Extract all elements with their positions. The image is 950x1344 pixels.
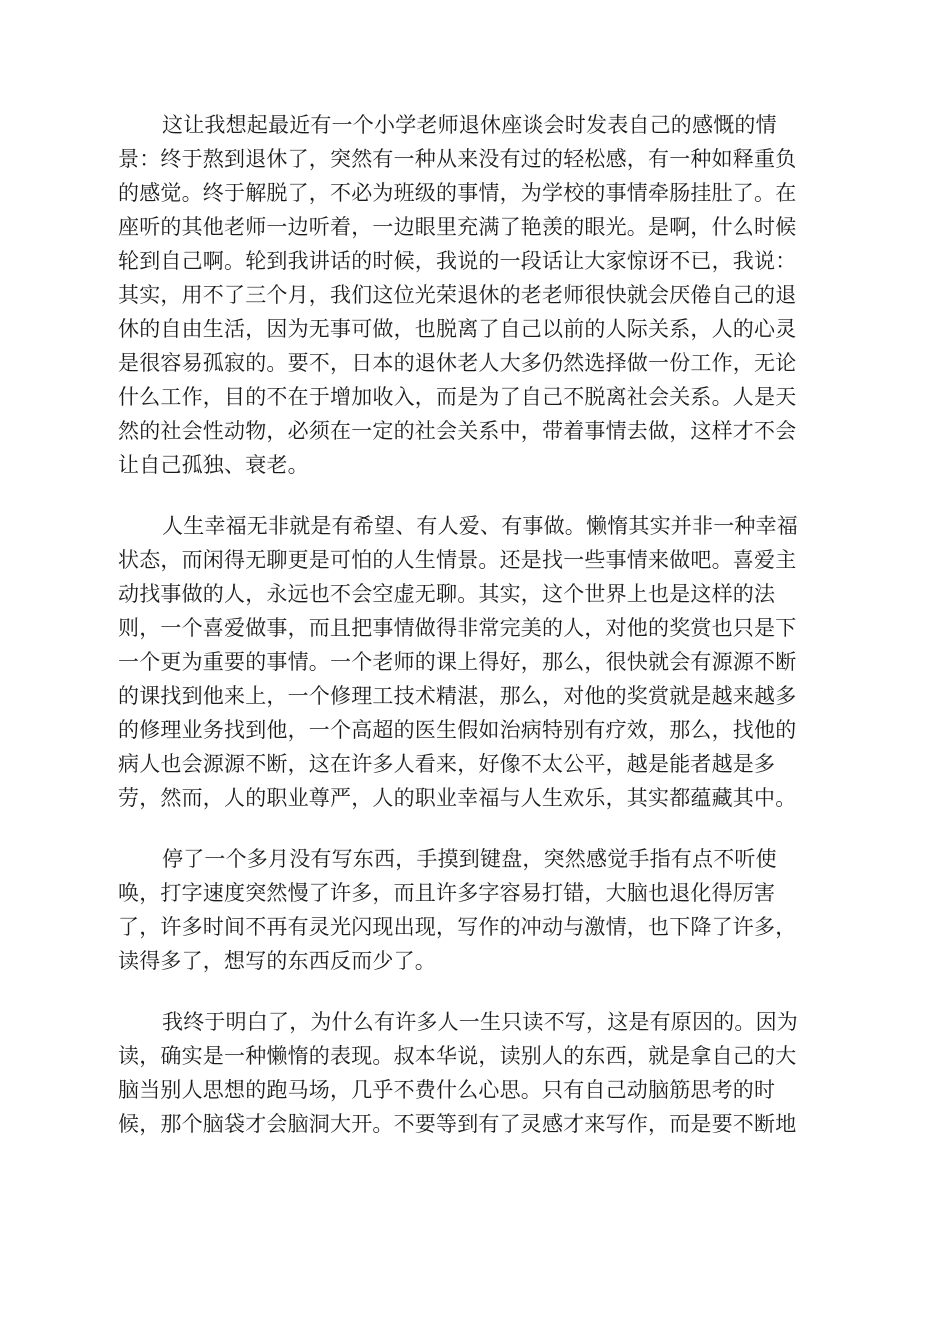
paragraph-line: 其实，用不了三个月，我们这位光荣退休的老老师很快就会厌倦自己的退 — [118, 283, 797, 307]
paragraph-line: 这让我想起最近有一个小学老师退休座谈会时发表自己的感慨的情 — [162, 113, 777, 137]
paragraph-writing-pause — [118, 842, 834, 978]
paragraph-line: 的感觉。终于解脱了，不必为班级的事情，为学校的事情牵肠挂肚了。在 — [118, 181, 797, 205]
paragraph-line: 轮到自己啊。轮到我讲话的时候，我说的一段话让大家惊讶不已，我说： — [118, 249, 797, 273]
paragraph-spacer — [118, 815, 834, 842]
paragraph-line: 的修理业务找到他，一个高超的医生假如治病特别有疗效，那么，找他的 — [118, 718, 797, 742]
paragraph-reading — [118, 1005, 834, 1141]
paragraph-line: 什么工作，目的不在于增加收入，而是为了自己不脱离社会关系。人是天 — [118, 385, 797, 409]
paragraph-line: 人生幸福无非就是有希望、有人爱、有事做。懒惰其实并非一种幸福 — [162, 514, 798, 538]
paragraph-spacer — [118, 482, 834, 509]
paragraph-line: 则，一个喜爱做事，而且把事情做得非常完美的人，对他的奖赏也只是下 — [118, 616, 797, 640]
paragraph-line: 停了一个多月没有写东西，手摸到键盘，突然感觉手指有点不听使 — [162, 847, 777, 871]
paragraph-line: 劳，然而，人的职业尊严，人的职业幸福与人生欢乐，其实都蕴藏其中。 — [118, 786, 797, 810]
paragraph-retirement — [118, 108, 834, 482]
document-page — [118, 108, 834, 1141]
paragraph-line: 一个更为重要的事情。一个老师的课上得好，那么，很快就会有源源不断 — [118, 650, 797, 674]
paragraph-line: 状态，而闲得无聊更是可怕的人生情景。还是找一些事情来做吧。喜爱主 — [118, 548, 797, 572]
paragraph-line: 候，那个脑袋才会脑洞大开。不要等到有了灵感才来写作，而是要不断地 — [118, 1112, 797, 1136]
paragraph-line: 唤，打字速度突然慢了许多，而且许多字容易打错，大脑也退化得厉害 — [118, 881, 776, 905]
paragraph-line: 我终于明白了，为什么有许多人一生只读不写，这是有原因的。因为 — [162, 1010, 798, 1034]
paragraph-line: 了，许多时间不再有灵光闪现出现，写作的冲动与激情，也下降了许多， — [118, 915, 797, 939]
paragraph-line: 座听的其他老师一边听着，一边眼里充满了艳羡的眼光。是啊，什么时候 — [118, 215, 797, 239]
paragraph-line: 脑当别人思想的跑马场，几乎不费什么心思。只有自己动脑筋思考的时 — [118, 1078, 776, 1102]
paragraph-line: 景：终于熬到退休了，突然有一种从来没有过的轻松感，有一种如释重负 — [118, 147, 797, 171]
paragraph-line: 是很容易孤寂的。要不，日本的退休老人大多仍然选择做一份工作，无论 — [118, 351, 797, 375]
paragraph-spacer — [118, 978, 834, 1005]
paragraph-line: 然的社会性动物，必须在一定的社会关系中，带着事情去做，这样才不会 — [118, 419, 797, 443]
paragraph-line: 让自己孤独、衰老。 — [118, 453, 309, 477]
paragraph-line: 病人也会源源不断，这在许多人看来，好像不太公平，越是能者越是多 — [118, 752, 776, 776]
paragraph-line: 休的自由生活，因为无事可做，也脱离了自己以前的人际关系，人的心灵 — [118, 317, 797, 341]
paragraph-line: 读得多了，想写的东西反而少了。 — [118, 949, 436, 973]
paragraph-line: 动找事做的人，永远也不会空虚无聊。其实，这个世界上也是这样的法 — [118, 582, 776, 606]
paragraph-happiness — [118, 509, 834, 815]
paragraph-line: 的课找到他来上，一个修理工技术精湛，那么，对他的奖赏就是越来越多 — [118, 684, 797, 708]
paragraph-line: 读，确实是一种懒惰的表现。叔本华说，读别人的东西，就是拿自己的大 — [118, 1044, 797, 1068]
